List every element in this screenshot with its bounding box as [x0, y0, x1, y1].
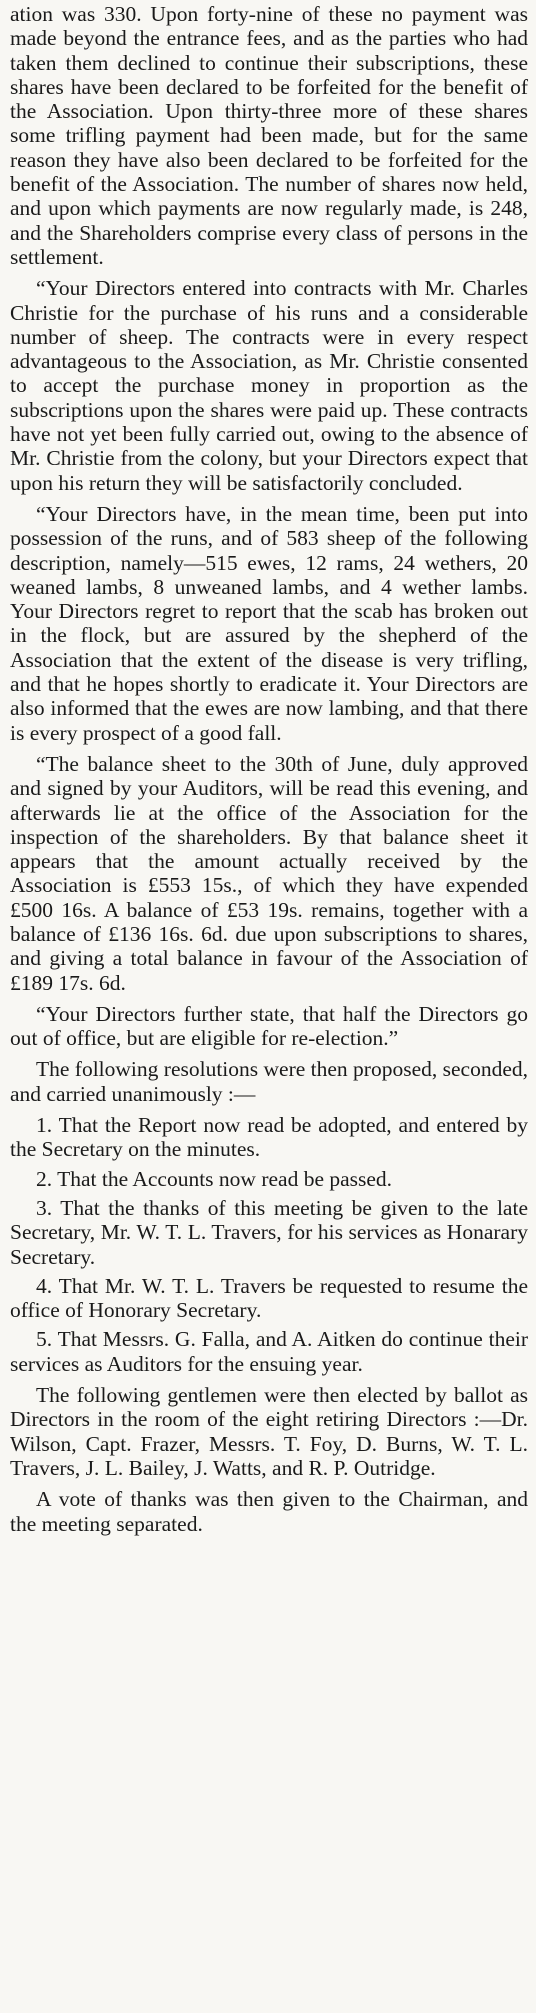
- paragraph-resolutions-intro: The following resolutions were then proposed, seconded, and carried unanimously :—: [10, 1057, 528, 1106]
- resolution-item: 5. That Messrs. G. Falla, and A. Aitken do continue their services as Auditors for the ensuing year.: [10, 1327, 528, 1376]
- paragraph-christie-contracts: “Your Directors entered into contracts with Mr. Charles Christie for the purchase of his runs and a considerable number of sheep. The contracts were in every respect advantageous to the Association, as Mr. Christie consented to accept the purchase money in proportion as the subscriptions upon the shares were paid up. These contracts have not yet been fully carried out, owing to the absence of Mr. Christie from the colony, but your Directors expect that upon his return they will be satisfactorily concluded.: [10, 276, 528, 495]
- paragraph-shares-forfeited: ation was 330. Upon forty-nine of these no payment was made beyond the entrance fees, and as the parties who had taken them declined to continue their subscriptions, these shares have been declared to be forfeited for the benefit of the Association. Upon thirty-three more of these shares some trifling payment had been made, but for the same reason they have also been declared to be forfeited for the benefit of the Association. The number of shares now held, and upon which payments are now regularly made, is 248, and the Shareholders comprise every class of persons in the settlement.: [10, 2, 528, 269]
- resolution-item: 4. That Mr. W. T. L. Travers be requested to resume the office of Honorary Secretary.: [10, 1273, 528, 1323]
- paragraph-directors-elected: The following gentlemen were then elected by ballot as Directors in the room of the eight retiring Directors :—Dr. Wilson, Capt. Frazer, Messrs. T. Foy, D. Burns, W. T. L. Travers, J. L. Bailey, J. Watts, and R. P. Outridge.: [10, 1383, 528, 1480]
- resolution-item: 1. That the Report now read be adopted, and entered by the Secretary on the minutes.: [10, 1113, 528, 1162]
- resolutions-list: [10, 1113, 528, 1376]
- paragraph-vote-of-thanks: A vote of thanks was then given to the Chairman, and the meeting separated.: [10, 1487, 528, 1536]
- paragraph-balance-sheet: “The balance sheet to the 30th of June, duly approved and signed by your Auditors, will be read this evening, and afterwards lie at the office of the Association for the inspection of the shareholders. By that balance sheet it appears that the amount actually received by the Association is £553 15s., of which they have expended £500 16s. A balance of £53 19s. remains, together with a balance of £136 16s. 6d. due upon subscriptions to shares, and giving a total balance in favour of the Association of £189 17s. 6d.: [10, 751, 528, 995]
- resolution-item: 2. That the Accounts now read be passed.: [36, 1166, 393, 1191]
- paragraph-directors-reelection: “Your Directors further state, that half the Directors go out of office, but are eligible for re-election.”: [10, 1001, 528, 1051]
- resolution-item: 3. That the thanks of this meeting be given to the late Secretary, Mr. W. T. L. Travers, for his services as Honarary Secretary.: [10, 1195, 528, 1269]
- paragraph-runs-and-sheep: “Your Directors have, in the mean time, been put into possession of the runs, and of 583 sheep of the following description, namely—515 ewes, 12 rams, 24 wethers, 20 weaned lambs, 8 unweaned lambs, and 4 wether lambs. Your Directors regret to report that the scab has broken out in the flock, but are assured by the shepherd of the Association that the extent of the disease is very trifling, and that he hopes shortly to eradicate it. Your Directors are also informed that the ewes are now lambing, and that there is every prospect of a good fall.: [10, 501, 528, 745]
